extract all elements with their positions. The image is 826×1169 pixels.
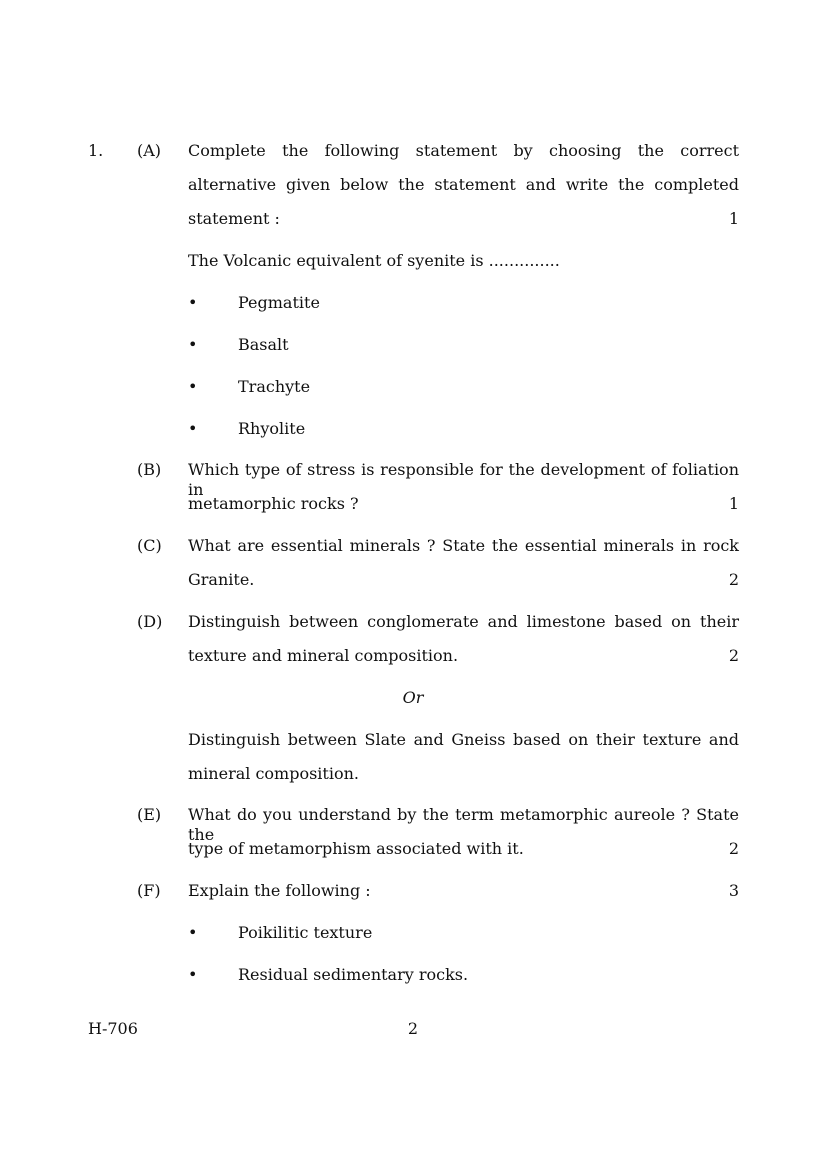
part-a-line-1: Complete the following statement by choosing the correct [188, 141, 739, 160]
item-residual-sedimentary-rocks: Residual sedimentary rocks. [238, 965, 469, 984]
part-e-line-2: type of metamorphism associated with it. [188, 839, 524, 858]
paper-code: H-706 [88, 1019, 138, 1038]
part-a-marks: 1 [728, 209, 739, 228]
part-b-marks: 1 [728, 494, 739, 513]
part-a-statement: The Volcanic equivalent of syenite is .............. [188, 251, 560, 270]
option-bullet: • [188, 419, 198, 438]
part-e-marks: 2 [728, 839, 739, 858]
part-d-alt-line-1: Distinguish between Slate and Gneiss based on their texture and [188, 730, 739, 749]
or-separator: Or [402, 688, 424, 707]
item-bullet: • [188, 965, 198, 984]
part-e-label: (E) [137, 805, 162, 824]
option-rhyolite: Rhyolite [238, 419, 306, 438]
page-number: 2 [407, 1019, 419, 1038]
part-a-line-3: statement : [188, 209, 280, 228]
part-c-line-2: Granite. [188, 570, 255, 589]
option-trachyte: Trachyte [238, 377, 311, 396]
part-b-line-1: Which type of stress is responsible for the development of foliation in [188, 460, 739, 499]
part-f-label: (F) [137, 881, 161, 900]
item-poikilitic-texture: Poikilitic texture [238, 923, 373, 942]
option-bullet: • [188, 377, 198, 396]
part-d-line-1: Distinguish between conglomerate and limestone based on their [188, 612, 739, 631]
option-bullet: • [188, 293, 198, 312]
part-d-label: (D) [137, 612, 163, 631]
part-d-alt-line-2: mineral composition. [188, 764, 359, 783]
part-c-marks: 2 [728, 570, 739, 589]
part-c-line-1: What are essential minerals ? State the essential minerals in rock [188, 536, 739, 555]
question-number: 1. [88, 141, 104, 160]
option-basalt: Basalt [238, 335, 289, 354]
part-d-marks: 2 [728, 646, 739, 665]
part-f-marks: 3 [728, 881, 739, 900]
part-a-label: (A) [137, 141, 162, 160]
part-f-line-1: Explain the following : [188, 881, 371, 900]
item-bullet: • [188, 923, 198, 942]
option-bullet: • [188, 335, 198, 354]
part-e-line-1: What do you understand by the term metamorphic aureole ? State the [188, 805, 739, 844]
part-b-label: (B) [137, 460, 162, 479]
part-d-line-2: texture and mineral composition. [188, 646, 459, 665]
part-c-label: (C) [137, 536, 162, 555]
part-a-line-2: alternative given below the statement and write the completed [188, 175, 739, 194]
part-b-line-2: metamorphic rocks ? [188, 494, 359, 513]
option-pegmatite: Pegmatite [238, 293, 320, 312]
